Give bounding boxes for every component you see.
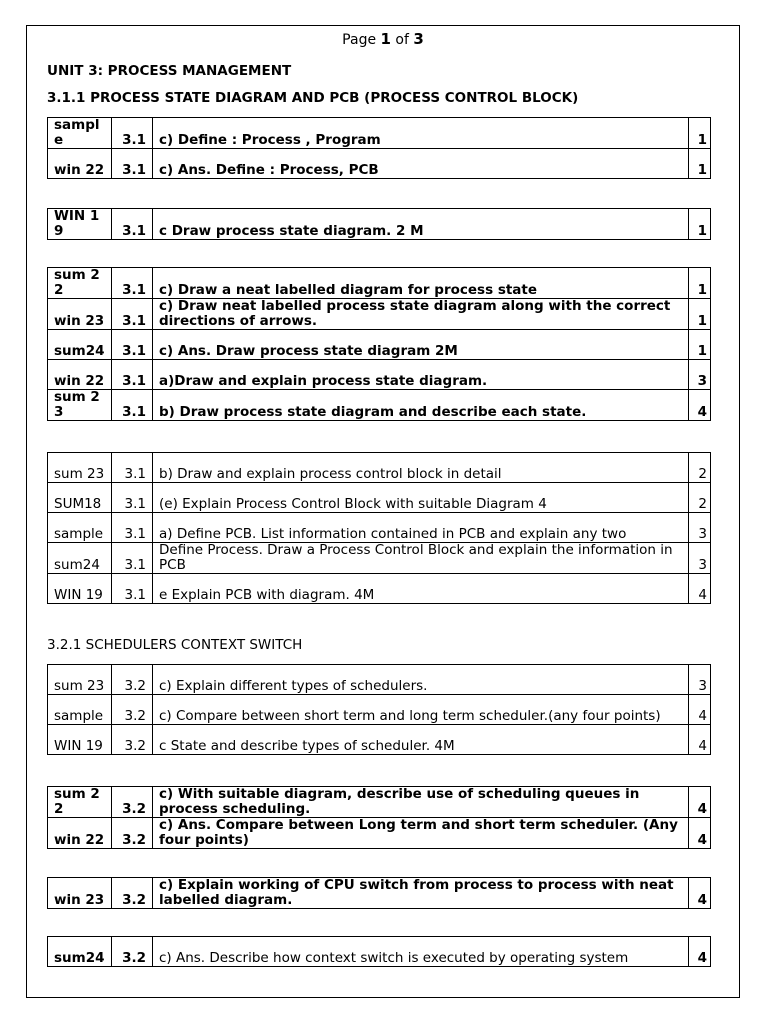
marks-cell: 4: [689, 878, 711, 909]
question-cell: c) With suitable diagram, describe use of scheduling queues in process scheduling.: [153, 787, 689, 818]
marks-cell: 2: [689, 453, 711, 483]
marks-cell: 1: [689, 209, 711, 240]
source-cell: sum 23: [48, 665, 112, 695]
unit-cell: 3.2: [112, 787, 153, 818]
table-row: [48, 878, 711, 909]
question-cell: c) Ans. Compare between Long term and short term scheduler. (Any four points): [153, 818, 689, 849]
source-cell: sum 23: [48, 453, 112, 483]
unit-cell: 3.1: [112, 209, 153, 240]
question-cell: (e) Explain Process Control Block with suitable Diagram 4: [153, 483, 689, 513]
unit-cell: 3.1: [112, 299, 153, 330]
question-cell: c State and describe types of scheduler. 4M: [153, 725, 689, 755]
source-cell: sum24: [48, 543, 112, 574]
marks-cell: 1: [689, 330, 711, 360]
source-cell: sum24: [48, 330, 112, 360]
source-cell: WIN 19: [48, 209, 112, 240]
unit-cell: 3.2: [112, 725, 153, 755]
page-of-label: of: [395, 32, 409, 48]
marks-cell: 1: [689, 299, 711, 330]
question-cell: c) Define : Process , Program: [153, 118, 689, 149]
unit-cell: 3.1: [112, 149, 153, 179]
question-table-context-switch: [47, 936, 711, 967]
source-cell: sample: [48, 118, 112, 149]
table-row: [48, 787, 711, 818]
unit-cell: 3.1: [112, 390, 153, 421]
unit-cell: 3.1: [112, 360, 153, 390]
table-row: [48, 574, 711, 604]
question-table-schedulers: [47, 664, 711, 755]
source-cell: SUM18: [48, 483, 112, 513]
unit-cell: 3.1: [112, 513, 153, 543]
table-row: [48, 818, 711, 849]
question-cell: a)Draw and explain process state diagram.: [153, 360, 689, 390]
source-cell: win 22: [48, 149, 112, 179]
unit-cell: 3.1: [112, 453, 153, 483]
marks-cell: 4: [689, 725, 711, 755]
unit-cell: 3.1: [112, 330, 153, 360]
table-row: [48, 725, 711, 755]
question-cell: b) Draw process state diagram and describe each state.: [153, 390, 689, 421]
unit-title: UNIT 3: PROCESS MANAGEMENT: [47, 63, 292, 79]
marks-cell: 4: [689, 937, 711, 967]
marks-cell: 3: [689, 665, 711, 695]
question-cell: c) Draw a neat labelled diagram for process state: [153, 268, 689, 299]
unit-cell: 3.1: [112, 483, 153, 513]
question-table-pcb: [47, 452, 711, 604]
table-row: [48, 209, 711, 240]
marks-cell: 3: [689, 513, 711, 543]
table-row: [48, 483, 711, 513]
marks-cell: 4: [689, 390, 711, 421]
unit-cell: 3.2: [112, 665, 153, 695]
source-cell: WIN 19: [48, 574, 112, 604]
unit-cell: 3.2: [112, 695, 153, 725]
marks-cell: 4: [689, 787, 711, 818]
source-cell: sample: [48, 513, 112, 543]
page-label: Page: [342, 32, 377, 48]
question-cell: e Explain PCB with diagram. 4M: [153, 574, 689, 604]
question-cell: Define Process. Draw a Process Control Block and explain the information in PCB: [153, 543, 689, 574]
question-table-state-diagram-2m: [47, 208, 711, 240]
source-cell: sample: [48, 695, 112, 725]
marks-cell: 3: [689, 360, 711, 390]
table-row: [48, 330, 711, 360]
question-cell: b) Draw and explain process control block in detail: [153, 453, 689, 483]
table-row: [48, 149, 711, 179]
source-cell: win 22: [48, 818, 112, 849]
question-table-define-process: [47, 117, 711, 179]
source-cell: sum 22: [48, 268, 112, 299]
source-cell: sum24: [48, 937, 112, 967]
marks-cell: 4: [689, 818, 711, 849]
total-pages-number: 3: [413, 30, 424, 48]
question-cell: c) Explain working of CPU switch from process to process with neat labelled diagram.: [153, 878, 689, 909]
marks-cell: 1: [689, 149, 711, 179]
source-cell: sum 22: [48, 787, 112, 818]
question-table-scheduling-queues: [47, 786, 711, 849]
table-row: [48, 665, 711, 695]
table-row: [48, 937, 711, 967]
unit-cell: 3.2: [112, 818, 153, 849]
source-cell: WIN 19: [48, 725, 112, 755]
table-row: [48, 268, 711, 299]
question-table-process-state: [47, 267, 711, 421]
marks-cell: 2: [689, 483, 711, 513]
source-cell: win 23: [48, 878, 112, 909]
table-row: [48, 513, 711, 543]
question-cell: c Draw process state diagram. 2 M: [153, 209, 689, 240]
marks-cell: 3: [689, 543, 711, 574]
section-3-1-1-title: 3.1.1 PROCESS STATE DIAGRAM AND PCB (PROCESS CONTROL BLOCK): [47, 90, 579, 106]
section-3-2-1-title: 3.2.1 SCHEDULERS CONTEXT SWITCH: [47, 637, 303, 653]
table-row: [48, 118, 711, 149]
question-cell: c) Ans. Draw process state diagram 2M: [153, 330, 689, 360]
marks-cell: 1: [689, 268, 711, 299]
unit-cell: 3.1: [112, 118, 153, 149]
table-row: [48, 453, 711, 483]
page-number-header: [26, 29, 740, 50]
question-cell: c) Explain different types of schedulers.: [153, 665, 689, 695]
unit-cell: 3.1: [112, 543, 153, 574]
marks-cell: 4: [689, 695, 711, 725]
question-cell: c) Ans. Describe how context switch is executed by operating system: [153, 937, 689, 967]
table-row: [48, 390, 711, 421]
unit-cell: 3.1: [112, 574, 153, 604]
current-page-number: 1: [380, 30, 391, 48]
table-row: [48, 299, 711, 330]
source-cell: sum 23: [48, 390, 112, 421]
marks-cell: 4: [689, 574, 711, 604]
question-cell: c) Compare between short term and long term scheduler.(any four points): [153, 695, 689, 725]
question-cell: c) Draw neat labelled process state diagram along with the correct directions of arrows.: [153, 299, 689, 330]
source-cell: win 22: [48, 360, 112, 390]
question-cell: c) Ans. Define : Process, PCB: [153, 149, 689, 179]
question-table-cpu-switch: [47, 877, 711, 909]
table-row: [48, 360, 711, 390]
question-cell: a) Define PCB. List information contained in PCB and explain any two: [153, 513, 689, 543]
source-cell: win 23: [48, 299, 112, 330]
unit-cell: 3.2: [112, 878, 153, 909]
unit-cell: 3.1: [112, 268, 153, 299]
table-row: [48, 543, 711, 574]
table-row: [48, 695, 711, 725]
marks-cell: 1: [689, 118, 711, 149]
unit-cell: 3.2: [112, 937, 153, 967]
